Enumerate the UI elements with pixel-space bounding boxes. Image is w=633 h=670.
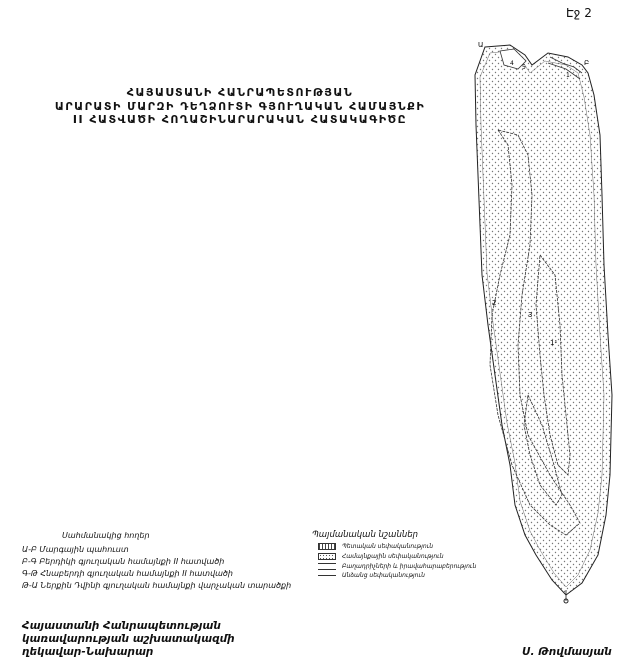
legend-swatch-state (318, 543, 336, 550)
map-label-a: Ա (478, 41, 484, 49)
map-label-zone-3: 3 (528, 311, 533, 319)
footer-line-1: Հայաստանի Հանրապետության (22, 620, 221, 632)
footer-line-2: կառավարության աշխատակազմի (22, 633, 235, 645)
legend-swatch-components (318, 563, 336, 570)
legend-item: Պետական սեփականություն (342, 543, 434, 550)
title-line-2: ԱՐԱՐԱՏԻ ՄԱՐԶԻ ԴԵՂՁՈՒՏԻ ԳՅՈՒՂԱԿԱՆ ՀԱՄԱՅՆՔԻ (54, 100, 426, 113)
legend-swatch-community (318, 553, 336, 560)
boundaries-title: Սահմանակից հողեր (62, 531, 150, 540)
page-number: Էջ 2 (566, 6, 592, 20)
map-label-zone-5: 5 (522, 64, 526, 71)
legend-item: Բաղադրիչների և իրավահարաբերություն (342, 563, 477, 570)
land-plot-map (470, 35, 620, 605)
boundary-item: Բ-Գ Բերդիկի գյուղական համայնքի II հատվածի (22, 557, 225, 566)
map-label-b: Բ (584, 59, 590, 67)
legend-swatch-private (318, 575, 336, 576)
title-line-3: II ՀԱՏՎԱԾԻ ՀՈՂԱՇԻՆԱՐԱՐԱԿԱՆ ՀԱՏԱԿԱԳԻԾԸ (72, 113, 408, 126)
legend-item: Անձանց սեփականություն (342, 572, 425, 579)
map-label-zone-2: 2 (492, 299, 497, 307)
boundary-item: Թ-Ա Ներքին Դվինի գյուղական համայնքի վարչական տարածքի (22, 581, 292, 590)
map-label-zone-1a: 1¹ (550, 339, 558, 347)
boundary-item: Գ-Թ Հնաբերդի գյուղական համայնքի II հատվածի (22, 569, 233, 578)
legend-title: Պայմանական նշաններ (312, 530, 418, 540)
footer-line-3: ղեկավար-Նախարար (22, 646, 154, 658)
map-label-zone-4: 4 (510, 60, 514, 67)
boundary-item: Ա-Բ Մարգային պահուստ (22, 545, 129, 554)
map-label-zone-1: 1 (566, 72, 570, 79)
signer-name: Ս. Թովմասյան (522, 646, 612, 658)
legend-item: Համայնքային սեփականություն (342, 553, 444, 560)
title-line-1: ՀԱՅԱՍՏԱՆԻ ՀԱՆՐԱՊԵՏՈՒԹՅԱՆ (126, 86, 354, 99)
plot-outline (475, 45, 612, 595)
